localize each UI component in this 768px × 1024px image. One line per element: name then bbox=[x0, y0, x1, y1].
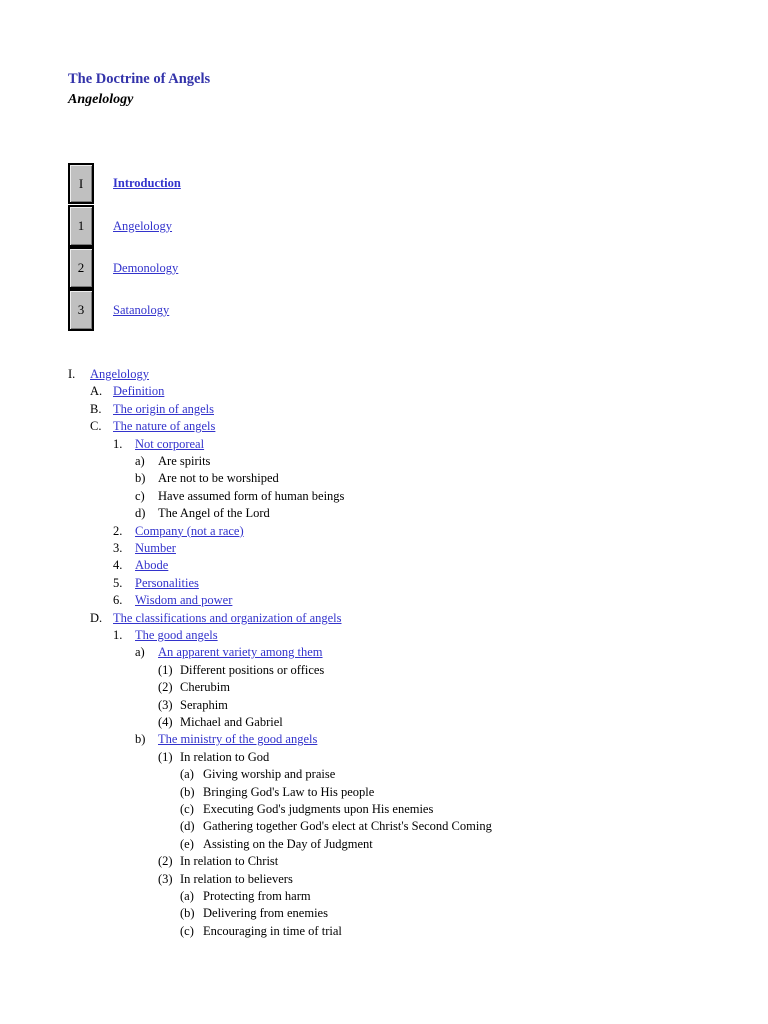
outline-text: Encouraging in time of trial bbox=[203, 923, 342, 938]
toc-link-angelology[interactable]: Angelology bbox=[113, 219, 173, 233]
toc-box-satanology[interactable] bbox=[68, 289, 94, 331]
outline-item bbox=[158, 697, 228, 714]
page-title: The Doctrine of Angels bbox=[68, 71, 211, 87]
outline-marker: (3) bbox=[158, 871, 173, 886]
outline-text: In relation to Christ bbox=[180, 854, 279, 869]
outline-link[interactable]: Definition bbox=[113, 384, 165, 399]
outline-marker: d) bbox=[135, 506, 146, 521]
outline-item bbox=[158, 714, 283, 731]
outline-marker: (a) bbox=[180, 767, 194, 782]
toc-number: 2 bbox=[77, 260, 85, 275]
outline-marker: a) bbox=[135, 645, 145, 660]
toc-link-satanology[interactable]: Satanology bbox=[113, 303, 170, 317]
outline-item bbox=[135, 644, 323, 661]
outline-item bbox=[180, 766, 335, 783]
outline-text: Are spirits bbox=[158, 454, 211, 468]
toc-box-angelology[interactable] bbox=[68, 205, 94, 247]
outline-text: Cherubim bbox=[180, 680, 230, 695]
outline-link[interactable]: The good angels bbox=[135, 628, 218, 642]
outline-marker: (2) bbox=[158, 854, 173, 869]
outline-item bbox=[158, 679, 230, 696]
outline-marker: (d) bbox=[180, 819, 195, 834]
outline-marker: I. bbox=[68, 367, 76, 381]
outline-link[interactable]: Abode bbox=[135, 558, 169, 573]
outline-item bbox=[180, 905, 328, 922]
outline-link[interactable]: The ministry of the good angels bbox=[158, 732, 318, 747]
toc-number: 3 bbox=[77, 302, 85, 317]
outline-link[interactable]: The nature of angels bbox=[113, 419, 216, 434]
outline-text: Assisting on the Day of Judgment bbox=[203, 836, 373, 851]
outline-marker: A. bbox=[90, 384, 103, 399]
outline-link[interactable]: Personalities bbox=[135, 575, 199, 590]
outline-item bbox=[158, 853, 278, 870]
toc-number: I bbox=[78, 176, 84, 191]
outline-item bbox=[135, 731, 317, 748]
toc-box-demonology[interactable] bbox=[68, 247, 94, 289]
outline-item bbox=[90, 383, 164, 400]
outline-item bbox=[135, 505, 270, 522]
outline-marker: (b) bbox=[180, 784, 195, 799]
outline-item bbox=[90, 610, 342, 627]
outline-item bbox=[158, 662, 324, 679]
outline-item bbox=[180, 818, 492, 835]
outline-item bbox=[158, 871, 293, 888]
outline-marker: (4) bbox=[158, 715, 173, 729]
outline-marker: B. bbox=[90, 401, 102, 416]
outline-item bbox=[158, 749, 269, 766]
outline-text: Seraphim bbox=[180, 697, 228, 712]
outline-marker: c) bbox=[135, 488, 145, 503]
page-subtitle: Angelology bbox=[68, 92, 134, 107]
outline-marker: (c) bbox=[180, 802, 194, 816]
outline-marker: (a) bbox=[180, 889, 194, 903]
outline-item bbox=[180, 784, 374, 801]
outline-marker: 3. bbox=[113, 541, 123, 555]
outline-item bbox=[113, 540, 176, 557]
outline-marker: (c) bbox=[180, 923, 194, 938]
outline-item bbox=[113, 436, 204, 453]
toc-number: 1 bbox=[77, 218, 85, 233]
outline-marker: (1) bbox=[158, 662, 173, 677]
outline-text: Bringing God's Law to His people bbox=[203, 784, 375, 799]
outline-item bbox=[68, 366, 149, 383]
outline-link[interactable]: Company (not a race) bbox=[135, 523, 244, 538]
outline-item bbox=[113, 627, 218, 644]
outline-item bbox=[90, 401, 214, 418]
outline-item bbox=[113, 523, 244, 540]
outline-link[interactable]: Wisdom and power bbox=[135, 593, 233, 608]
outline-text: Giving worship and praise bbox=[203, 767, 336, 782]
outline-item bbox=[113, 592, 232, 609]
outline-link[interactable]: Angelology bbox=[90, 367, 150, 381]
outline-text: Are not to be worshiped bbox=[158, 471, 279, 486]
outline-text: Protecting from harm bbox=[203, 889, 311, 903]
outline-item bbox=[90, 418, 215, 435]
outline-marker: 1. bbox=[113, 628, 123, 642]
outline-marker: 4. bbox=[113, 558, 123, 573]
outline-text: Different positions or offices bbox=[180, 662, 325, 677]
toc-link-demonology[interactable]: Demonology bbox=[113, 261, 179, 275]
outline-marker: (b) bbox=[180, 906, 195, 921]
outline-marker: 5. bbox=[113, 575, 123, 590]
outline-item bbox=[180, 923, 342, 940]
outline-text: The Angel of the Lord bbox=[158, 506, 270, 521]
outline-text: Have assumed form of human beings bbox=[158, 488, 345, 503]
outline-item bbox=[180, 801, 433, 818]
outline-link[interactable]: Not corporeal bbox=[135, 436, 205, 451]
outline-marker: b) bbox=[135, 732, 146, 747]
outline-link[interactable]: The classifications and organization of angels bbox=[113, 610, 342, 625]
outline-text: Delivering from enemies bbox=[203, 906, 328, 921]
outline-item bbox=[180, 836, 373, 853]
outline-item bbox=[135, 488, 344, 505]
outline-item bbox=[135, 470, 279, 487]
toc-box-introduction[interactable] bbox=[68, 163, 94, 204]
outline-marker: (1) bbox=[158, 749, 173, 764]
outline-marker: 1. bbox=[113, 436, 123, 451]
toc-link-introduction[interactable]: Introduction bbox=[113, 176, 181, 190]
outline-marker: D. bbox=[90, 610, 103, 625]
outline-text: Executing God's judgments upon His enemies bbox=[203, 802, 434, 816]
outline-link[interactable]: The origin of angels bbox=[113, 401, 215, 416]
outline-text: Gathering together God's elect at Christ's Second Coming bbox=[203, 819, 492, 834]
outline-item bbox=[113, 575, 199, 592]
outline-marker: (e) bbox=[180, 836, 194, 851]
outline-marker: 2. bbox=[113, 523, 123, 538]
outline-marker: C. bbox=[90, 419, 102, 434]
outline-marker: b) bbox=[135, 471, 146, 486]
outline-marker: (2) bbox=[158, 680, 173, 695]
outline-text: Michael and Gabriel bbox=[180, 715, 283, 729]
outline-item bbox=[113, 557, 168, 574]
outline-link[interactable]: An apparent variety among them bbox=[158, 645, 323, 660]
outline-item bbox=[180, 888, 311, 905]
outline-item bbox=[135, 453, 210, 470]
outline-text: In relation to God bbox=[180, 749, 270, 764]
outline-link[interactable]: Number bbox=[135, 541, 176, 555]
outline-marker: a) bbox=[135, 454, 145, 468]
outline-marker: (3) bbox=[158, 697, 173, 712]
outline-marker: 6. bbox=[113, 593, 123, 608]
outline-text: In relation to believers bbox=[180, 871, 293, 886]
